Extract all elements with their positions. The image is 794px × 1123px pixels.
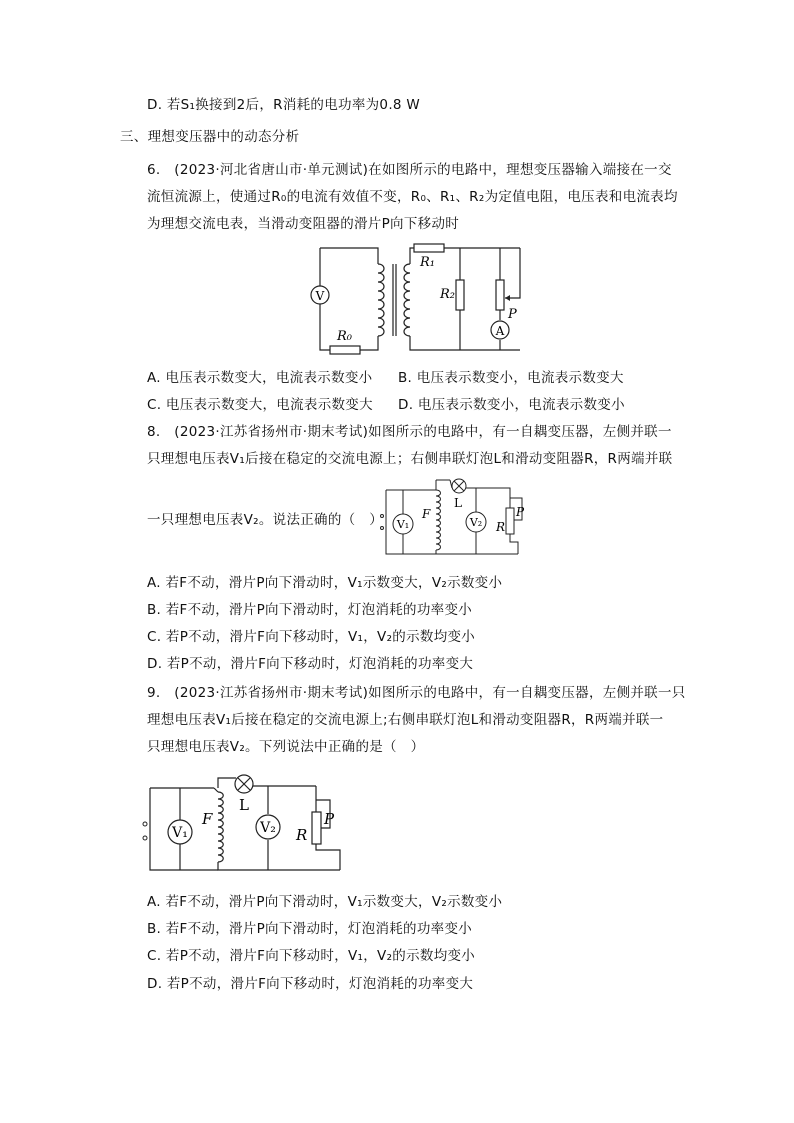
- q6-option-c[interactable]: C. 电压表示数变大，电流表示数变大: [147, 397, 373, 413]
- q8-stem-line2: 只理想电压表V₁后接在稳定的交流电源上；右侧串联灯泡L和滑动变阻器R，R两端并联: [147, 451, 673, 467]
- q6-option-a[interactable]: A. 电压表示数变大，电流表示数变小: [147, 370, 373, 386]
- q8-option-c[interactable]: C. 若P不动，滑片F向下移动时，V₁，V₂的示数均变小: [147, 629, 476, 645]
- q6-ammeter-label: A: [495, 324, 505, 338]
- q9-f-label: F: [202, 810, 213, 828]
- section-heading: 三、理想变压器中的动态分析: [120, 129, 300, 145]
- q9-stem-line2: 理想电压表V₁后接在稳定的交流电源上;右侧串联灯泡L和滑动变阻器R，R两端并联一: [147, 712, 664, 728]
- q6-r1-label: R₁: [420, 255, 435, 270]
- q6-stem-line2: 流恒流源上，使通过R₀的电流有效值不变，R₀、R₁、R₂为定值电阻，电压表和电流表均: [147, 189, 678, 205]
- q8-circuit-diagram: [378, 476, 528, 558]
- q9-circuit-diagram: [140, 772, 350, 876]
- q9-p-label: P: [324, 810, 335, 828]
- q8-option-a[interactable]: A. 若F不动，滑片P向下滑动时，V₁示数变大，V₂示数变小: [147, 575, 503, 591]
- q8-stem-line1: 8. (2023·江苏省扬州市·期末考试)如图所示的电路中，有一自耦变压器，左侧并联一: [147, 424, 672, 440]
- q8-option-d[interactable]: D. 若P不动，滑片F向下移动时，灯泡消耗的功率变大: [147, 656, 474, 672]
- q9-v2-label: V₂: [260, 820, 276, 836]
- prev-option-d: D. 若S₁换接到2后，R消耗的电功率为0.8 W: [147, 97, 421, 113]
- q9-option-c[interactable]: C. 若P不动，滑片F向下移动时，V₁，V₂的示数均变小: [147, 948, 476, 964]
- q9-option-b[interactable]: B. 若F不动，滑片P向下滑动时，灯泡消耗的功率变小: [147, 921, 473, 937]
- q8-p-label: P: [516, 505, 525, 519]
- q6-r0-label: R₀: [337, 329, 352, 344]
- q9-stem-line3: 只理想电压表V₂。下列说法中正确的是（ ）: [147, 739, 425, 755]
- q9-v1-label: V₁: [172, 825, 188, 841]
- q6-option-d[interactable]: D. 电压表示数变小，电流表示数变小: [398, 397, 625, 413]
- q6-circuit-diagram: [290, 240, 530, 360]
- q8-v1-label: V₁: [396, 518, 410, 531]
- q6-stem-line3: 为理想交流电表，当滑动变阻器的滑片P向下移动时: [147, 216, 460, 232]
- q6-stem-line1: 6. (2023·河北省唐山市·单元测试)在如图所示的电路中，理想变压器输入端接在一交: [147, 162, 672, 178]
- q9-stem-line1: 9. (2023·江苏省扬州市·期末考试)如图所示的电路中，有一自耦变压器，左侧并联一只: [147, 685, 686, 701]
- q8-stem-line3: 一只理想电压表V₂。说法正确的（ ）: [147, 512, 384, 528]
- q9-option-a[interactable]: A. 若F不动，滑片P向下滑动时，V₁示数变大，V₂示数变小: [147, 894, 503, 910]
- q9-r-label: R: [296, 826, 308, 844]
- q8-l-label: L: [454, 496, 462, 510]
- q8-f-label: F: [422, 507, 431, 521]
- q9-option-d[interactable]: D. 若P不动，滑片F向下移动时，灯泡消耗的功率变大: [147, 976, 474, 992]
- q9-l-label: L: [239, 796, 249, 814]
- q8-option-b[interactable]: B. 若F不动，滑片P向下滑动时，灯泡消耗的功率变小: [147, 602, 473, 618]
- q8-v2-label: V₂: [469, 516, 483, 529]
- q8-r-label: R: [496, 520, 506, 534]
- q6-r2-label: R₂: [440, 287, 455, 302]
- q6-option-b[interactable]: B. 电压表示数变小，电流表示数变大: [398, 370, 624, 386]
- q6-p-label: P: [508, 307, 517, 322]
- q6-voltmeter-label: V: [315, 289, 325, 303]
